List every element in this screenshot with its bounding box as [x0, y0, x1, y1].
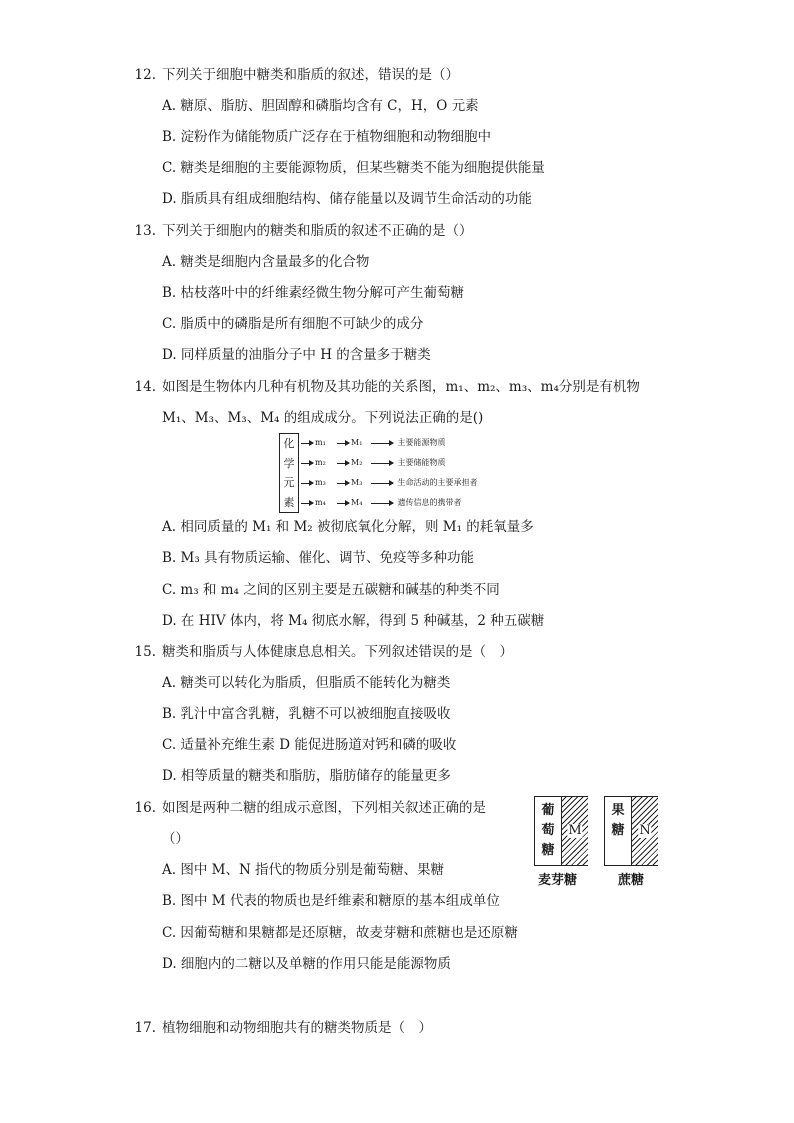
question-number: 12.: [134, 67, 156, 83]
option-16-c: C. 因葡萄糖和果糖都是还原糖，故麦芽糖和蔗糖也是还原糖: [162, 925, 518, 941]
question-stem-line-2: M₁、M₃、M₃、M₄ 的组成成分。下列说法正确的是(): [162, 410, 484, 426]
question-number: 14.: [134, 379, 156, 395]
box-char: 化: [283, 437, 295, 450]
question-stem-line-1: 如图是两种二糖的组成示意图，下列相关叙述正确的是: [162, 800, 486, 816]
option-16-d: D. 细胞内的二糖以及单糖的作用只能是能源物质: [162, 956, 451, 972]
sucrose-name: 蔗糖: [618, 873, 645, 888]
arrow-icon: [371, 443, 393, 444]
question-15: [134, 643, 513, 661]
label-char: 果: [611, 803, 625, 818]
box-char: 素: [283, 495, 295, 509]
disaccharide-diagram: [534, 796, 664, 888]
label-char: 葡: [541, 803, 555, 818]
option-13-d: D. 同样质量的油脂分子中 H 的含量多于糖类: [162, 347, 431, 363]
question-number: 15.: [134, 644, 156, 660]
option-12-a: A. 糖原、脂肪、胆固醇和磷脂均含有 C，H，O 元素: [162, 98, 479, 114]
unit-n-label: N: [639, 823, 651, 838]
arrow-icon: [337, 463, 349, 464]
function-label: 生命活动的主要承担者: [397, 478, 478, 487]
sucrose-box: [604, 796, 658, 866]
option-15-a: A. 糖类可以转化为脂质，但脂质不能转化为糖类: [162, 675, 451, 691]
option-12-b: B. 淀粉作为储能物质广泛存在于植物细胞和动物细胞中: [162, 129, 492, 145]
maltose-box: [534, 796, 588, 866]
question-stem: 下列关于细胞内的糖类和脂质的叙述不正确的是（）: [162, 223, 473, 239]
arrow-icon: [301, 443, 313, 444]
monomer-label: m₂: [315, 458, 326, 467]
question-stem: 下列关于细胞中糖类和脂质的叙述，错误的是（）: [162, 67, 459, 83]
arrow-icon: [301, 463, 313, 464]
option-14-c: C. m₃ 和 m₄ 之间的区别主要是五碳糖和碱基的种类不同: [162, 582, 500, 598]
polymer-label: M₂: [351, 458, 363, 467]
diagram-row-1: [299, 438, 446, 448]
label-char: 萄: [541, 823, 555, 838]
diagram-row-2: [299, 458, 446, 468]
question-12: [134, 66, 459, 84]
question-number: 17.: [134, 1020, 156, 1036]
arrow-icon: [337, 503, 349, 504]
box-char: 元: [283, 476, 295, 489]
question-13: [134, 222, 473, 240]
polymer-label: M₁: [351, 438, 363, 447]
question-stem-line-2: （）: [162, 831, 189, 847]
option-16-a: A. 图中 M、N 指代的物质分别是葡萄糖、果糖: [162, 862, 445, 878]
polymer-label: M₃: [351, 478, 363, 487]
arrow-icon: [337, 483, 349, 484]
hatched-unit-m: [561, 797, 588, 865]
question-17: [134, 1019, 432, 1037]
arrow-icon: [337, 443, 349, 444]
option-15-c: C. 适量补充维生素 D 能促进肠道对钙和磷的吸收: [162, 737, 457, 753]
arrow-icon: [371, 503, 393, 504]
option-16-b: B. 图中 M 代表的物质也是纤维素和糖原的基本组成单位: [162, 893, 500, 909]
fructose-label: [605, 797, 631, 865]
diagram-row-4: [299, 498, 462, 508]
option-12-d: D. 脂质具有组成细胞结构、储存能量以及调节生命活动的功能: [162, 191, 532, 207]
arrow-icon: [371, 483, 393, 484]
monomer-label: m₃: [315, 478, 326, 487]
box-char: 学: [283, 456, 295, 470]
organic-matter-diagram: [279, 433, 524, 513]
option-15-b: B. 乳汁中富含乳糖，乳糖不可以被细胞直接吸收: [162, 706, 451, 722]
option-14-a: A. 相同质量的 M₁ 和 M₂ 被彻底氧化分解，则 M₁ 的耗氧量多: [162, 519, 534, 535]
option-13-c: C. 脂质中的磷脂是所有细胞不可缺少的成分: [162, 316, 424, 332]
option-14-d: D. 在 HIV 体内，将 M₄ 彻底水解，得到 5 种碱基，2 种五碳糖: [162, 613, 545, 629]
glucose-label: [535, 797, 561, 865]
monomer-label: m₄: [315, 498, 326, 507]
label-char: 糖: [611, 823, 625, 838]
option-13-a: A. 糖类是细胞内含量最多的化合物: [162, 254, 370, 270]
function-label: 主要储能物质: [397, 458, 446, 467]
question-stem-line-1: 如图是生物体内几种有机物及其功能的关系图，m₁、m₂、m₃、m₄分别是有机物: [162, 379, 640, 395]
question-16: [134, 799, 486, 817]
option-15-d: D. 相等质量的糖类和脂肪，脂肪储存的能量更多: [162, 768, 451, 784]
monomer-label: m₁: [315, 438, 326, 447]
polymer-label: M₄: [351, 498, 363, 507]
function-label: 遗传信息的携带者: [397, 498, 462, 507]
question-stem: 糖类和脂质与人体健康息息相关。下列叙述错误的是（ ）: [162, 644, 513, 660]
arrow-icon: [371, 463, 393, 464]
diagram-row-3: [299, 478, 478, 488]
option-13-b: B. 枯枝落叶中的纤维素经微生物分解可产生葡萄糖: [162, 285, 465, 301]
question-14: [134, 378, 640, 396]
label-char: 糖: [541, 843, 555, 858]
question-number: 13.: [134, 223, 156, 239]
arrow-icon: [301, 503, 313, 504]
question-number: 16.: [134, 800, 156, 816]
question-stem: 植物细胞和动物细胞共有的糖类物质是（ ）: [162, 1020, 432, 1036]
hatched-unit-n: [631, 797, 658, 865]
chemical-elements-box: [279, 433, 299, 513]
maltose-name: 麦芽糖: [538, 873, 578, 888]
unit-m-label: M: [568, 823, 582, 838]
function-label: 主要能源物质: [397, 438, 446, 447]
option-14-b: B. M₃ 具有物质运输、催化、调节、免疫等多种功能: [162, 550, 475, 566]
option-12-c: C. 糖类是细胞的主要能源物质，但某些糖类不能为细胞提供能量: [162, 160, 545, 176]
arrow-icon: [301, 483, 313, 484]
